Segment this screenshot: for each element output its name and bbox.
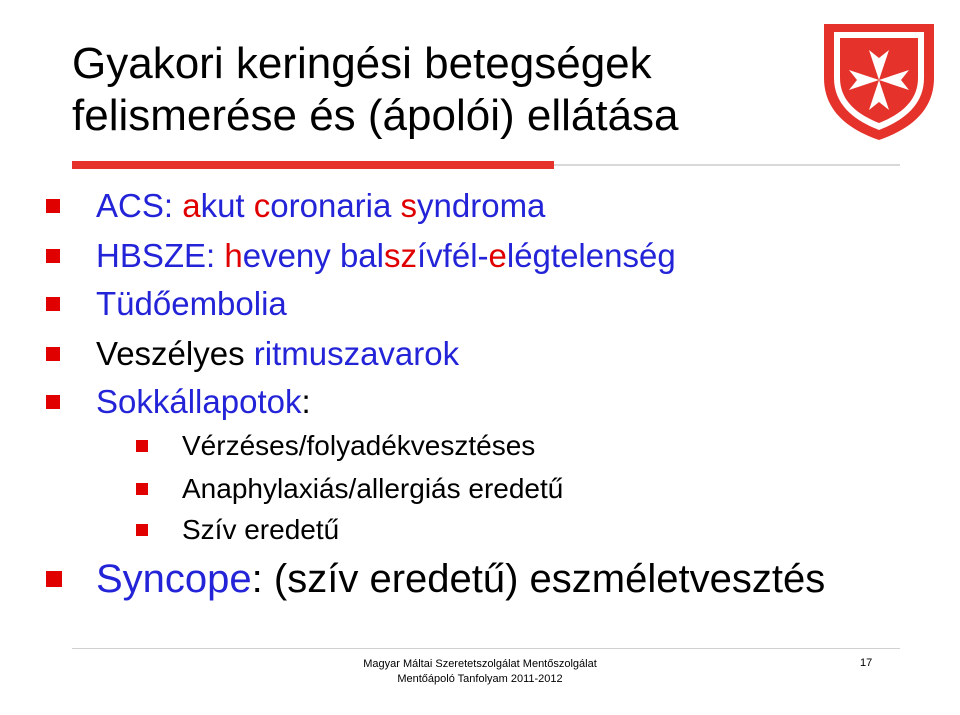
footer-divider bbox=[72, 648, 900, 649]
sub-bullet-item bbox=[136, 471, 563, 507]
bullet-item bbox=[46, 186, 545, 226]
text-run: Syncope bbox=[96, 556, 252, 601]
bullet-square-icon bbox=[136, 483, 148, 495]
text-run: yndroma bbox=[417, 187, 546, 224]
bullet-text bbox=[96, 187, 545, 225]
text-run: oronaria bbox=[270, 187, 401, 224]
bullet-text bbox=[96, 383, 311, 421]
sub-bullet-text: Anaphylaxiás/allergiás eredetű bbox=[182, 473, 564, 504]
bullet-square-icon bbox=[46, 571, 62, 587]
bullet-square-icon bbox=[136, 524, 148, 536]
text-run: HBSZE: bbox=[96, 237, 225, 274]
text-run: : bbox=[301, 383, 311, 420]
sub-bullet-text: Vérzéses/folyadékvesztéses bbox=[182, 430, 536, 461]
bullet-square-icon bbox=[46, 395, 60, 409]
text-run: bal bbox=[339, 237, 384, 274]
text-run: Veszélyes bbox=[96, 335, 254, 372]
text-run: h bbox=[224, 237, 243, 274]
text-run: Tüdőembolia bbox=[96, 285, 287, 322]
text-run: Sokkállapotok bbox=[96, 383, 302, 420]
bullet-square-icon bbox=[136, 440, 148, 452]
bullet-text bbox=[96, 335, 459, 373]
text-run: c bbox=[253, 187, 271, 224]
bullet-text bbox=[96, 557, 825, 602]
bullet-square-icon bbox=[46, 249, 60, 263]
text-run: ACS: bbox=[96, 187, 183, 224]
bullet-square-icon bbox=[46, 347, 60, 361]
text-run: a bbox=[182, 187, 201, 224]
title-line-2: felismerése és (ápolói) ellátása bbox=[72, 91, 679, 140]
bullet-item bbox=[46, 236, 676, 276]
footer-organization: Magyar Máltai Szeretetszolgálat Mentőszolgálat bbox=[363, 658, 597, 670]
text-run: e bbox=[488, 237, 507, 274]
bullet-item bbox=[46, 382, 311, 422]
bullet-item bbox=[46, 284, 287, 324]
text-run: légtelenség bbox=[506, 237, 676, 274]
bullet-square-icon bbox=[46, 199, 60, 213]
text-run: eveny bbox=[242, 237, 340, 274]
syncope-bullet-item bbox=[46, 555, 825, 603]
bullet-square-icon bbox=[46, 297, 60, 311]
sub-bullet-item bbox=[136, 428, 535, 464]
text-run: : (szív eredetű) eszméletvesztés bbox=[251, 556, 826, 601]
text-run: kut bbox=[200, 187, 254, 224]
title-line-1: Gyakori keringési betegségek bbox=[72, 39, 652, 88]
sub-bullet-text: Szív eredetű bbox=[182, 514, 340, 545]
page-number: 17 bbox=[860, 657, 873, 669]
footer-course: Mentőápoló Tanfolyam 2011-2012 bbox=[397, 673, 563, 685]
bullet-text bbox=[96, 237, 676, 275]
bullet-text bbox=[96, 285, 287, 323]
text-run: sz bbox=[384, 237, 417, 274]
text-run: ívfél- bbox=[417, 237, 489, 274]
text-run: s bbox=[400, 187, 418, 224]
bullet-item bbox=[46, 334, 459, 374]
text-run: ritmuszavarok bbox=[253, 335, 460, 372]
sub-bullet-item bbox=[136, 512, 339, 548]
footer-text bbox=[340, 657, 620, 687]
